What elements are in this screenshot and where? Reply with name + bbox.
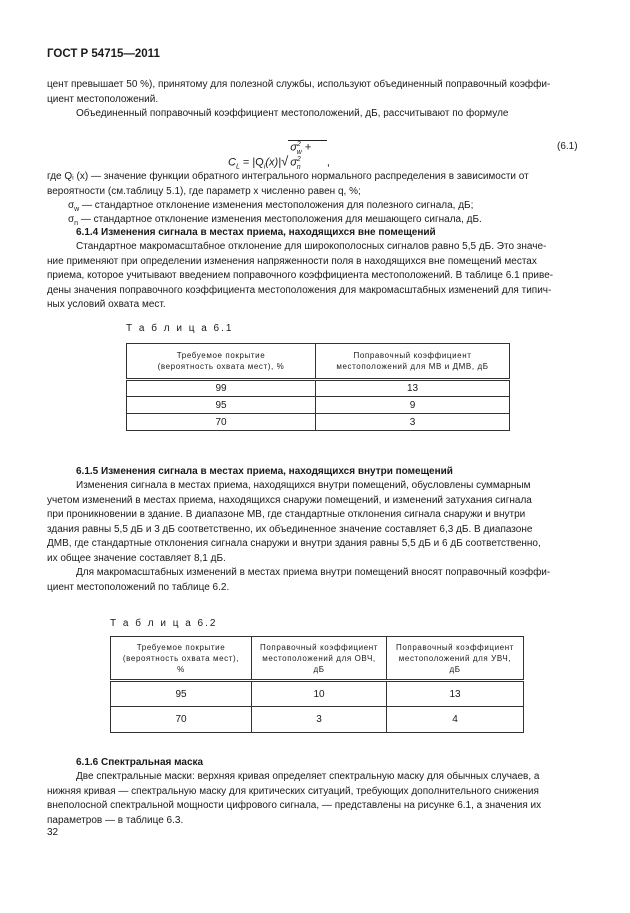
definition-text: — стандартное отклонение изменения местоположения для полезного сигнала, дБ; [79, 200, 474, 211]
section-6-1-6-body [47, 770, 583, 828]
header-line: Поправочный коэффициент [259, 642, 379, 652]
formula-q-sub: i [263, 163, 266, 171]
text-line: ДМВ, где стандартные отклонения сигнала снаружи и внутри здания равны 5,5 дБ и 6 дБ соответственно, [47, 538, 541, 549]
text-line: Изменения сигнала в местах приема, находящихся внутри помещений, обусловлены суммарным [76, 480, 531, 491]
text-line: нижняя кривая — спектральную маску для критических ситуаций, требующих дополнительного снижения [47, 785, 539, 797]
text-line: их общее значение составляет 8,1 дБ. [47, 552, 226, 564]
table-row [111, 681, 524, 707]
table-cell: 3 [316, 414, 510, 431]
where-block [47, 170, 583, 199]
table-6-1-caption: Т а б л и ц а 6.1 [126, 323, 234, 334]
text-line: Для макромасштабных изменений в местах приема внутри помещений вносят поправочный коэффи- [76, 567, 551, 578]
sigma-w: σ [290, 141, 297, 154]
table-cell: 95 [127, 397, 316, 414]
section-heading-6-1-5: 6.1.5 Изменения сигнала в местах приема, находящихся внутри помещений [76, 466, 453, 477]
header-line: местоположений для УВЧ, [398, 653, 512, 663]
table-header-cell [111, 637, 252, 681]
header-line: местоположений для МВ и ДМВ, дБ [336, 362, 489, 371]
sqrt-icon: √ [281, 153, 289, 169]
sigma-w-sub: w [296, 148, 302, 156]
text-line: циент местоположений. [47, 93, 159, 105]
table-cell: 70 [111, 707, 252, 733]
paragraph-2: Объединенный поправочный коэффициент местоположений, дБ, рассчитывают по формуле [76, 108, 509, 119]
sigma-n-sub: n [296, 163, 301, 171]
sigma-subscript: n [74, 220, 79, 227]
header-line: местоположений для ОВЧ, [262, 653, 376, 663]
sigma-symbol: σ [68, 200, 75, 211]
text-line: учетом изменений в местах приема, находящихся снаружи помещений, и изменений затухания сигнала [47, 494, 532, 506]
text-line: параметров — в таблице 6.3. [47, 814, 184, 826]
sigma-subscript: w [74, 206, 80, 213]
text-line: внеполосной спектральной мощности цифрового сигнала, — представлены на рисунке 6.1, а значения их [47, 800, 542, 811]
power-w: 2 [296, 141, 301, 148]
table-row [127, 397, 510, 414]
table-cell: 13 [387, 681, 524, 707]
table-cell: 9 [316, 397, 510, 414]
text-line: здания равны 5,5 дБ и 3 дБ соответственно, их объединенное значение составляет 6,3 дБ. В диапазоне [47, 523, 533, 535]
text-line: где Qᵢ (x) — значение функции обратного интегрального нормального распределения в зависимости от [47, 171, 529, 182]
table-cell: 99 [127, 380, 316, 397]
table-header-cell [387, 637, 524, 681]
text-line: ние применяют при определении изменения напряженности поля в находящихся вне помещений местах [47, 255, 537, 267]
table-header-row [127, 344, 510, 380]
header-line: дБ [313, 664, 325, 674]
table-header-cell [127, 344, 316, 380]
table-row [127, 414, 510, 431]
header-line: Требуемое покрытие [136, 642, 226, 652]
text-line: вероятности (см.таблицу 5.1), где параметр x численно равен q, %; [47, 185, 361, 197]
table-6-2 [110, 636, 524, 733]
formula-arg: (x)| [265, 156, 282, 169]
formula-end: , [326, 156, 330, 169]
table-cell: 10 [252, 681, 387, 707]
text-line: циент местоположений по таблице 6.2. [47, 581, 230, 593]
formula-number: (6.1) [557, 141, 578, 152]
document-header: ГОСТ Р 54715—2011 [47, 48, 160, 60]
header-line: Требуемое покрытие [176, 351, 266, 360]
table-6-1 [126, 343, 510, 431]
section-6-1-4-body [47, 240, 583, 313]
definition-text: — стандартное отклонение изменения местоположения для мешающего сигнала, дБ. [78, 214, 482, 225]
table-row [111, 707, 524, 733]
header-line: % [177, 664, 185, 674]
section-heading-6-1-4: 6.1.4 Изменения сигнала в местах приема, находящихся вне помещений [76, 227, 436, 238]
formula-plus: + [304, 141, 312, 154]
table-cell: 95 [111, 681, 252, 707]
header-line: Поправочный коэффициент [353, 351, 472, 360]
sigma-n: σ [290, 156, 297, 169]
formula-6-1 [228, 140, 330, 171]
header-line: Поправочный коэффициент [395, 642, 515, 652]
table-header-row [111, 637, 524, 681]
table-cell: 70 [127, 414, 316, 431]
text-line: приема, которое учитывают введением поправочного коэффициента местоположений. В таблице 6.1 приве- [47, 270, 554, 281]
section-heading-6-1-6: 6.1.6 Спектральная маска [76, 757, 204, 768]
formula-lhs-sub: L [235, 163, 240, 171]
formula-lhs: C [228, 156, 236, 169]
power-n: 2 [296, 155, 301, 163]
header-line: (вероятность охвата мест), % [157, 362, 285, 371]
table-cell: 13 [316, 380, 510, 397]
section-6-1-5-body [47, 479, 583, 595]
sigma-symbol: σ [68, 214, 75, 225]
table-header-cell [252, 637, 387, 681]
table-cell: 3 [252, 707, 387, 733]
text-line: Стандартное макромасштабное отклонение для широкополосных сигналов равно 5,5 дБ. Это значе- [76, 241, 547, 252]
formula-q: = |Q [242, 156, 264, 169]
text-line: дены значения поправочного коэффициента местоположения для макромасштабных изменений для типич- [47, 284, 552, 296]
sqrt-content [288, 140, 327, 171]
page-number: 32 [47, 827, 59, 838]
table-6-2-caption: Т а б л и ц а 6.2 [110, 618, 218, 629]
text-line: ных условий охвата мест. [47, 299, 166, 310]
text-line: цент превышает 50 %), принятому для полезной службы, используют объединенный поправочный коэффи- [47, 79, 551, 90]
table-row [127, 380, 510, 397]
paragraph-1 [47, 78, 583, 107]
text-line: при проникновении в здание. В диапазоне МВ, где стандартные отклонения сигнала снаружи и внутри [47, 509, 526, 520]
header-line: дБ [449, 664, 461, 674]
text-line: Две спектральные маски: верхняя кривая определяет спектральную маску для обычных случаев, а [76, 771, 540, 782]
header-line: (вероятность охвата мест), [122, 653, 240, 663]
table-cell: 4 [387, 707, 524, 733]
table-header-cell [316, 344, 510, 380]
